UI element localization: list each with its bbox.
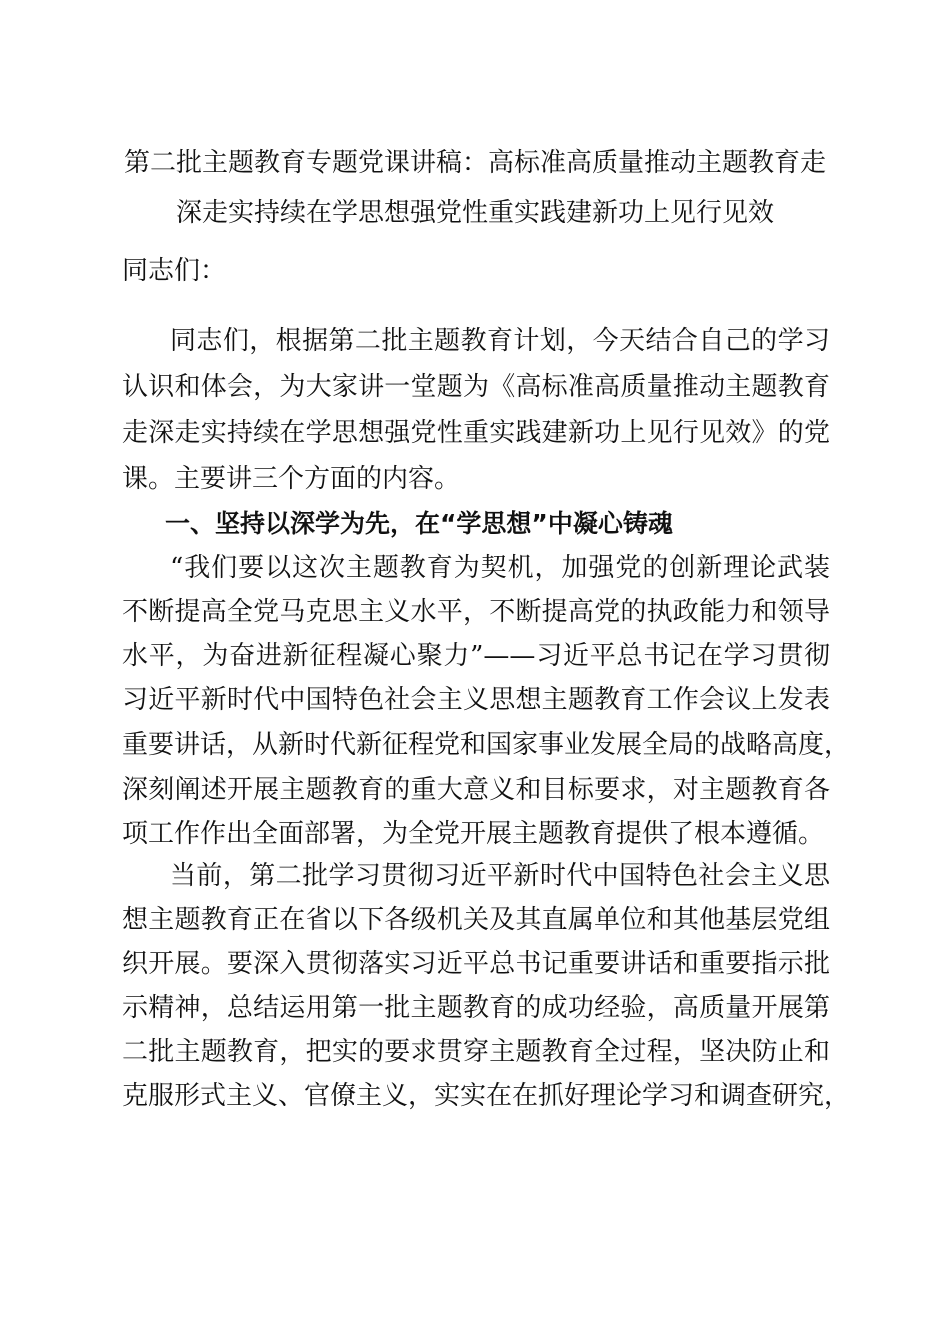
paragraph-line: 走深走实持续在学思想强党性重实践建新功上见行见效》的党 — [122, 418, 830, 448]
paragraph-line: 克服形式主义、官僚主义，实实在在抓好理论学习和调查研究， — [122, 1081, 851, 1111]
paragraph-line: 想主题教育正在省以下各级机关及其直属单位和其他基层党组 — [122, 905, 830, 935]
paragraph-line: 课。主要讲三个方面的内容。 — [122, 464, 461, 494]
paragraph-line: 项工作作出全面部署，为全党开展主题教育提供了根本遵循。 — [122, 819, 825, 849]
paragraph-line: 认识和体会，为大家讲一堂题为《高标准高质量推动主题教育 — [122, 372, 830, 402]
paragraph-line: 同志们，根据第二批主题教育计划，今天结合自己的学习 — [170, 326, 830, 356]
paragraph-line: 水平，为奋进新征程凝心聚力”——习近平总书记在学习贯彻 — [122, 641, 830, 671]
paragraph-line: 示精神，总结运用第一批主题教育的成功经验，高质量开展第 — [122, 993, 830, 1023]
paragraph-line: 深刻阐述开展主题教育的重大意义和目标要求，对主题教育各 — [122, 775, 830, 805]
paragraph-line: 当前，第二批学习贯彻习近平新时代中国特色社会主义思 — [170, 861, 830, 891]
paragraph-line: “我们要以这次主题教育为契机，加强党的创新理论武装 — [170, 553, 830, 583]
salutation: 同志们： — [122, 256, 227, 286]
document-title-line-2: 深走实持续在学思想强党性重实践建新功上见行见效 — [175, 198, 774, 228]
paragraph-line: 重要讲话，从新时代新征程党和国家事业发展全局的战略高度， — [122, 730, 851, 760]
section-heading: 一、坚持以深学为先，在“学思想”中凝心铸魂 — [165, 509, 673, 538]
paragraph-line: 不断提高全党马克思主义水平，不断提高党的执政能力和领导 — [122, 597, 830, 627]
paragraph-line: 二批主题教育，把实的要求贯穿主题教育全过程，坚决防止和 — [122, 1037, 830, 1067]
paragraph-line: 织开展。要深入贯彻落实习近平总书记重要讲话和重要指示批 — [122, 949, 830, 979]
document-title-line-1: 第二批主题教育专题党课讲稿：高标准高质量推动主题教育走 — [123, 148, 826, 178]
paragraph-line: 习近平新时代中国特色社会主义思想主题教育工作会议上发表 — [122, 685, 830, 715]
